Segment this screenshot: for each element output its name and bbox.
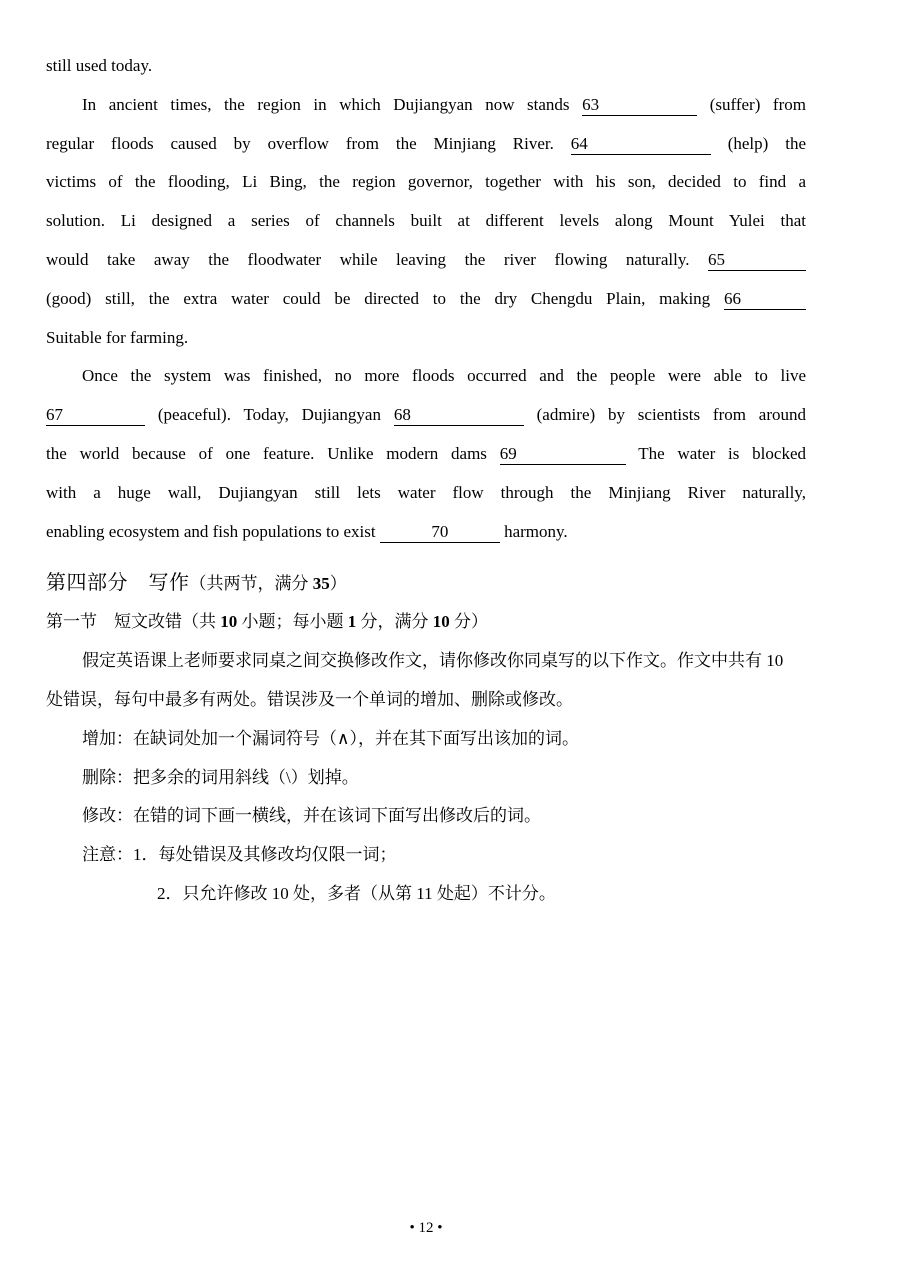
text-segment: victims of the flooding, Li Bing, the region governor, together with his son, decided to find a: [46, 172, 806, 192]
text-segment: with a huge wall, Dujiangyan still lets water flow through the Minjiang River naturally,: [46, 482, 806, 502]
passage-line: [46, 474, 806, 513]
text-segment: Once the system was finished, no more floods occurred and the people were able to live: [82, 366, 806, 386]
text-segment: 10: [432, 612, 450, 632]
text-segment: 10: [220, 612, 238, 632]
passage-line: [46, 47, 806, 86]
blank-63: 63: [582, 95, 697, 116]
blank-66: 66: [724, 289, 806, 310]
passage-line: [46, 125, 806, 164]
blank-67: 67: [46, 405, 145, 426]
text-segment: 第四部分 写作: [46, 572, 190, 595]
section-heading: [46, 563, 806, 603]
document-content: [46, 47, 806, 914]
text-segment: 35: [312, 574, 330, 594]
text-segment: (admire) by scientists from around: [523, 405, 806, 425]
instruction-line: [46, 681, 806, 720]
blank-65: 65: [708, 250, 806, 271]
text-segment: ）: [329, 574, 347, 594]
text-segment: （共两节，满分: [189, 574, 313, 594]
blank-69: 69: [500, 444, 626, 465]
text-segment: Suitable for farming.: [46, 327, 189, 347]
instruction-line: [46, 642, 806, 681]
text-segment: 注意：1．每处错误及其修改均仅限一词；: [82, 845, 397, 865]
text-segment: still used today.: [46, 56, 153, 75]
passage-line: [46, 163, 806, 202]
text-segment: (peaceful). Today, Dujiangyan: [145, 405, 394, 425]
blank-64: 64: [571, 134, 711, 155]
page-number: • 12 •: [409, 1220, 443, 1236]
text-segment: the world because of one feature. Unlike modern dams: [46, 443, 500, 463]
passage-line: [46, 202, 806, 241]
text-segment: harmony.: [499, 521, 568, 541]
text-segment: The water is blocked: [625, 443, 806, 463]
text-segment: 增加：在缺词处加一个漏词符号（∧），并在其下面写出该加的词。: [82, 728, 579, 748]
writing-section: [46, 563, 806, 913]
text-segment: 2．只允许修改 10 处，多者（从第 11 处起）不计分。: [157, 883, 556, 903]
text-segment: 处错误，每句中最多有两处。错误涉及一个单词的增加、删除或修改。: [46, 689, 573, 709]
text-segment: (suffer) from: [697, 94, 806, 114]
instruction-delete: [46, 759, 806, 798]
instruction-add: [46, 720, 806, 759]
text-segment: 修改：在错的词下画一横线，并在该词下面写出修改后的词。: [82, 806, 541, 826]
passage-line: [46, 513, 806, 552]
passage-line: [46, 357, 806, 396]
text-segment: 删除：把多余的词用斜线（\）划掉。: [82, 767, 359, 787]
passage-line: [46, 435, 806, 474]
text-segment: solution. Li designed a series of channels built at different levels along Mount Yulei that: [46, 211, 806, 231]
note-line-2: [46, 875, 806, 914]
blank-70: 70: [380, 522, 500, 543]
text-segment: would take away the floodwater while leaving the river flowing naturally.: [46, 249, 708, 269]
instruction-modify: [46, 797, 806, 836]
text-segment: 1: [347, 612, 357, 632]
text-segment: (good) still, the extra water could be directed to the dry Chengdu Plain, making: [46, 288, 724, 308]
text-segment: 小题；每小题: [237, 612, 348, 632]
text-segment: (help) the: [710, 133, 807, 153]
passage-line: [46, 86, 806, 125]
passage-line: [46, 396, 806, 435]
text-segment: enabling ecosystem and fish populations to exist: [46, 521, 380, 541]
text-segment: 分）: [449, 612, 488, 632]
text-segment: 分，满分: [356, 612, 433, 632]
passage-line: [46, 241, 806, 280]
passage-line: [46, 280, 806, 319]
text-segment: 假定英语课上老师要求同桌之间交换修改作文，请你修改你同桌写的以下作文。作文中共有 10: [82, 651, 784, 671]
text-segment: regular floods caused by overflow from the Minjiang River.: [46, 133, 571, 153]
blank-68: 68: [394, 405, 524, 426]
text-segment: In ancient times, the region in which Dujiangyan now stands: [82, 94, 583, 114]
note-line-1: [46, 836, 806, 875]
text-segment: 第一节 短文改错（共: [46, 612, 221, 632]
subsection-heading: [46, 603, 806, 642]
passage-line: [46, 319, 806, 358]
cloze-passage: [46, 47, 806, 551]
